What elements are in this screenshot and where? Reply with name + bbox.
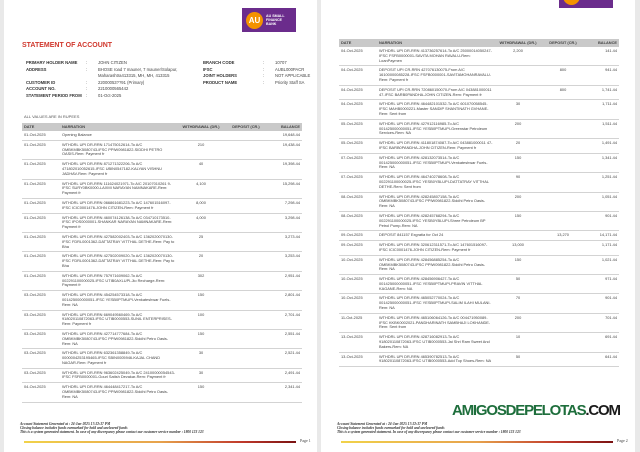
deposit-cell — [224, 131, 268, 140]
info-label: CUSTOMER ID — [26, 79, 56, 85]
info-separator: : — [86, 92, 88, 98]
narration-cell: WTHDRL UPI DR-RRN 427502009020-To A/C 1362020070130-IFSC FDRL0001362-DATTATRAY VITTHAL DETHE-Rem: Pay to Bha — [60, 252, 178, 271]
table-header-row — [22, 123, 302, 131]
balance-cell: 1,251.44 — [585, 173, 619, 192]
date-cell: 01-Oct-2025 — [22, 160, 60, 179]
watermark — [452, 402, 620, 419]
deposit-cell — [541, 173, 585, 192]
info-label: PRODUCT NAME — [203, 79, 238, 85]
narration-cell: WTHDRL UPI DR-RRN 428716082913-To A/C 918020110872063-IFSC UTIB0000553-Jai Shri Ram Sweet And Bakers-Rem: NA — [377, 333, 495, 352]
date-cell: 01-Oct-2025 — [22, 271, 60, 290]
table-row — [339, 313, 619, 332]
narration-cell: WTHDRL UPI DR-RRN 632361358849-To A/C 0000004253195465-IFSC SBIN0005946-KAJAL CHAND NAGAR-Rem: Payment fr — [60, 349, 178, 368]
info-value: Priority Staff SA — [275, 79, 305, 85]
closing-note: Closing balance includes funds earmarked for hold and uncleared funds — [337, 426, 445, 431]
date-cell: 04-Oct-2025 — [339, 85, 377, 100]
au-logo-icon — [563, 0, 580, 5]
info-separator: : — [263, 60, 265, 65]
deposit-cell — [541, 100, 585, 119]
info-separator: : — [263, 73, 265, 79]
date-cell: 04-Oct-2025 — [339, 66, 377, 85]
date-cell: 13-Oct-2025 — [339, 352, 377, 367]
date-cell: 09-Oct-2025 — [339, 231, 377, 241]
info-row — [203, 67, 317, 74]
deposit-cell — [541, 333, 585, 352]
balance-cell: 2,551.44 — [268, 329, 302, 348]
balance-cell: 15,298.44 — [268, 179, 302, 198]
table-row — [22, 140, 302, 159]
withdrawal-cell: 13,000 — [495, 241, 541, 256]
balance-cell: 2,801.44 — [268, 291, 302, 310]
withdrawal-cell: 90 — [495, 173, 541, 192]
transactions-table-page-2 — [339, 39, 619, 367]
table-row — [22, 368, 302, 383]
date-cell: 10-Oct-2025 — [339, 275, 377, 294]
table-row — [22, 349, 302, 368]
table-row — [22, 291, 302, 310]
date-cell: 03-Oct-2025 — [22, 291, 60, 310]
balance-cell: 1,741.44 — [585, 85, 619, 100]
deposit-cell — [224, 368, 268, 383]
table-row — [339, 66, 619, 85]
column-header: DATE — [22, 123, 60, 131]
withdrawal-cell: 20 — [178, 252, 224, 271]
statement-page-2 — [321, 0, 635, 452]
system-note: This is a system generated statement. In case of any discrepancy please contact our customer service number : 1800 123 123 — [337, 430, 521, 435]
bank-logo — [559, 0, 613, 8]
au-logo-icon: AU — [246, 12, 263, 29]
withdrawal-cell: 200 — [495, 192, 541, 211]
table-header-row — [339, 39, 619, 47]
narration-cell: WTHDRL UPI DR-RRN 111624021971-To A/C 20107010261 9-IFSC SURY0BK0000-LAXMI NARAYAN NAMNAKARE-Rem: Payment fr — [60, 179, 178, 198]
info-separator: : — [263, 66, 265, 72]
column-header: WITHDRAWAL (DR.) — [178, 123, 224, 131]
deposit-cell — [541, 255, 585, 274]
info-value: BHOSE road 7 mauner, 7 mauner/Solapur, Maharashtra413315, MH, MH, 413315 — [98, 66, 178, 79]
info-label: ACCOUNT NO. — [26, 86, 56, 92]
balance-cell: 641.44 — [585, 352, 619, 367]
narration-cell: WTHDRL UPI DR-RRN 454254573318-To A/C 001425000000051-IFSC YESB0PTMUPI-Venkateshwar Fuels-Rem: NA — [60, 291, 178, 310]
narration-cell: DEPOSIT UPI CR-RRN 720860150070-From A/C 043881000011 47-IFSC BARB0PANDHA-JOHN CITIZEN-Rem: Payment fr — [377, 85, 495, 100]
withdrawal-cell: 200 — [495, 313, 541, 332]
watermark-tld: .COM — [585, 402, 620, 419]
info-label: STATEMENT PERIOD FROM — [26, 92, 82, 98]
table-row — [22, 329, 302, 348]
deposit-cell — [224, 291, 268, 310]
table-row — [22, 198, 302, 213]
date-cell: 07-Oct-2025 — [339, 173, 377, 192]
table-row — [339, 153, 619, 172]
info-label: PRIMARY HOLDER NAME — [26, 60, 78, 65]
narration-cell: WTHDRL UPI DR-RRN 411801874087-To A/C 043881000011 47-IFSC BARB0PANDHA-JOHN CITIZEN-Rem: Payment fr — [377, 139, 495, 154]
deposit-cell — [541, 139, 585, 154]
date-cell: 01-Oct-2025 — [22, 131, 60, 140]
balance-cell: 14,171.44 — [585, 231, 619, 241]
withdrawal-cell: 150 — [178, 329, 224, 348]
date-cell: 07-Oct-2025 — [339, 153, 377, 172]
date-cell: 10-Oct-2025 — [339, 255, 377, 274]
info-label: BRANCH CODE — [203, 60, 235, 65]
date-cell: 03-Oct-2025 — [22, 329, 60, 348]
currency-note: ALL VALUES ARE IN RUPEES — [24, 114, 80, 119]
withdrawal-cell: 40 — [178, 160, 224, 179]
withdrawal-cell — [495, 231, 541, 241]
withdrawal-cell: 25 — [178, 232, 224, 251]
table-row — [339, 352, 619, 367]
info-separator: : — [86, 86, 88, 92]
closing-note: Closing balance includes funds earmarked for hold and uncleared funds — [20, 426, 128, 431]
deposit-cell — [224, 232, 268, 251]
table-row — [339, 173, 619, 192]
column-header: DEPOSIT (CR.) — [541, 39, 585, 47]
narration-cell: WTHDRL UPI DR-RRN 757971609062-To A/C 002291100000025-IFSC UTIB0AXLUPI-Jio Recharge-Rem: Payment fr — [60, 271, 178, 290]
date-cell: 01-Oct-2025 — [22, 198, 60, 213]
table-row — [339, 294, 619, 313]
info-value: JOHN CITIZEN — [98, 60, 127, 65]
deposit-cell — [541, 211, 585, 230]
date-cell: 01-Oct-2025 — [22, 140, 60, 159]
info-label: IFSC — [203, 66, 213, 72]
table-row — [22, 213, 302, 232]
deposit-cell — [541, 47, 585, 66]
system-note: This is a system generated statement. In case of any discrepancy please contact our customer service number : 1800 123 123 — [20, 430, 204, 435]
table-row — [339, 192, 619, 211]
info-row — [26, 86, 193, 93]
deposit-cell — [541, 275, 585, 294]
deposit-cell: 800 — [541, 66, 585, 85]
narration-cell: WTHDRL UPI DR-RRN 963602425049-To A/C 24100000054543-IFSC FSFB0000001-Gouri Satish Devakar-Rem: Payment fr — [60, 368, 178, 383]
narration-cell: WTHDRL UPI DR-RRN 171475012614-To A/C OMBKMBK5080743-IFSC PPIW0981822-SIDDHI PETRO OASIS-Rem: Payment fr — [60, 140, 178, 159]
deposit-cell: 13,270 — [541, 231, 585, 241]
date-cell: 10-Oct-2025 — [339, 294, 377, 313]
narration-cell: WTHDRL UPI DR-RRN 460074126138-To A/C 034710173510-IFSC IPOS0000001-SHANKAR NARAYAN NAMNAKARE-Rem: Payment fr — [60, 213, 178, 232]
date-cell: 01-Oct-2025 — [22, 213, 60, 232]
table-row — [22, 179, 302, 198]
deposit-cell — [541, 241, 585, 256]
narration-cell: WTHDRL UPI DR-RRN 427714777684-To A/C OMBKMBK5080743-IFSC PPIW0981822-Siddhi Petro Oasis-Rem: NA — [60, 329, 178, 348]
narration-cell: WTHDRL UPI DR-RRN 428132073514-To A/C 001425000000051-IFSC YESB0PTMUPI-Venkateshwar Fuels-Rem: NA — [377, 153, 495, 172]
withdrawal-cell: 30 — [495, 100, 541, 119]
withdrawal-cell: 4,100 — [178, 179, 224, 198]
deposit-cell — [224, 140, 268, 159]
date-cell: 01-Oct-2025 — [22, 232, 60, 251]
balance-cell: 19,438.44 — [268, 140, 302, 159]
date-cell: 09-Oct-2025 — [339, 241, 377, 256]
column-header: NARRATION — [60, 123, 178, 131]
balance-cell: 971.44 — [585, 275, 619, 294]
balance-cell: 3,253.44 — [268, 252, 302, 271]
withdrawal-cell: 210 — [178, 140, 224, 159]
table-row — [22, 383, 302, 402]
narration-cell: DEPOSIT 841157 Exgratia for Oct 24 — [377, 231, 495, 241]
table-row — [339, 275, 619, 294]
withdrawal-cell: 2,200 — [495, 47, 541, 66]
column-header: DEPOSIT (CR.) — [224, 123, 268, 131]
narration-cell: DEPOSIT UPI CR-RRN 427076130075-From A/C 16100000085228-IFSC FSFB0000001-SAVITAMOHANRAVALU-Rem: Payment fr — [377, 66, 495, 85]
withdrawal-cell: 8,000 — [178, 198, 224, 213]
bank-logo-text: AU SMALL FINANCE BANK — [266, 14, 285, 26]
withdrawal-cell — [495, 66, 541, 85]
balance-cell: 2,951.44 — [268, 271, 302, 290]
deposit-cell — [224, 213, 268, 232]
narration-cell: WTHDRL UPI DR-RRN 427582002403-To A/C 1362020070130-IFSC FDRL0001362-DATTATRAY VITTHAL DETHE-Rem: Pay to Bha — [60, 232, 178, 251]
balance-cell: 1,341.44 — [585, 153, 619, 172]
narration-cell: WTHDRL UPI DR-RRN 669049560469-To A/C 918020110872063-IFSC UTIB0000553-SUNIL ENTERPRISES-Rem: Payment fr — [60, 310, 178, 329]
table-row — [339, 139, 619, 154]
info-value: 2210000565442 — [98, 86, 129, 92]
deposit-cell — [224, 179, 268, 198]
table-row — [339, 333, 619, 352]
withdrawal-cell: 302 — [178, 271, 224, 290]
balance-cell: 691.44 — [585, 333, 619, 352]
info-row — [26, 60, 193, 67]
date-cell: 13-Oct-2025 — [339, 333, 377, 352]
table-row — [22, 160, 302, 179]
info-label: JOINT HOLDERS — [203, 73, 237, 79]
date-cell: 04-Oct-2025 — [339, 100, 377, 119]
deposit-cell: 800 — [541, 85, 585, 100]
balance-cell: 1,051.44 — [585, 192, 619, 211]
info-separator: : — [86, 79, 88, 85]
info-value: NOT APPLICABLE — [275, 73, 311, 79]
bank-logo — [242, 8, 296, 32]
deposit-cell — [224, 198, 268, 213]
deposit-cell — [541, 352, 585, 367]
table-row — [22, 271, 302, 290]
deposit-cell — [224, 310, 268, 329]
table-row — [339, 85, 619, 100]
date-cell: 04-Oct-2025 — [22, 383, 60, 402]
deposit-cell — [224, 329, 268, 348]
info-separator: : — [86, 60, 88, 65]
table-row — [22, 131, 302, 140]
statement-footer — [20, 422, 204, 435]
info-value: 01-Oct-2025 — [98, 92, 122, 98]
column-header: WITHDRAWAL (DR.) — [495, 39, 541, 47]
info-row — [203, 60, 317, 67]
info-value: AUBL000PACR — [275, 66, 305, 72]
narration-cell: WTHDRL UPI DR-RRN 464448417217-To A/C OMBKMBK5080743-IFSC PPIW0981822-Siddhi Petro Oasis-Rem: NA — [60, 383, 178, 402]
deposit-cell — [224, 271, 268, 290]
date-cell: 03-Oct-2025 — [22, 310, 60, 329]
deposit-cell — [224, 160, 268, 179]
narration-cell: WTHDRL UPI DR-RRN 465390782513-To A/C 918020110872063-IFSC UTIB0000553-Add Top Shoes-Rem: NA — [377, 352, 495, 367]
withdrawal-cell: 150 — [495, 153, 541, 172]
date-cell: 05-Oct-2025 — [339, 139, 377, 154]
narration-cell: WTHDRL UPI DR-RRN 413736257614-To A/C 25000014050247-IFSC FSFB0000001-SAVITA MOHAN RAVALU-Rem: LoanPaymen — [377, 47, 495, 66]
column-header: DATE — [339, 39, 377, 47]
generated-at: Account Statement Generated at : 24-Jan-2025 17:22:37 PM — [337, 422, 428, 426]
narration-cell: WTHDRL UPI DR-RRN 428456885254-To A/C OMBKMBK5080743-IFSC PPIW0981822-Siddhi Petro Oasis-Rem: NA — [377, 255, 495, 274]
deposit-cell — [541, 313, 585, 332]
date-cell: 04-Oct-2025 — [339, 47, 377, 66]
statement-title: STATEMENT OF ACCOUNT — [22, 42, 113, 49]
narration-cell: WTHDRL UPI DR-RRN 428245768294-To A/C 002291100000025-IFSC YESB0YBLUPI-Shree Petroleum BP Petrol Pump-Rem: NA — [377, 211, 495, 230]
balance-cell: 1,171.44 — [585, 241, 619, 256]
balance-cell: 7,298.44 — [268, 198, 302, 213]
deposit-cell — [224, 252, 268, 271]
page-number: Page 1 — [300, 438, 311, 443]
balance-cell: 3,273.44 — [268, 232, 302, 251]
balance-cell: 2,521.44 — [268, 349, 302, 368]
narration-cell: WTHDRL UPI DR-RRN 320612311571-To A/C 147601516097-IFSC ICIC0001476-JOHN CITIZEN-Rem: Payment fr — [377, 241, 495, 256]
withdrawal-cell: 150 — [178, 383, 224, 402]
info-label: ADDRESS — [26, 66, 47, 72]
withdrawal-cell: 50 — [495, 352, 541, 367]
account-info-left — [26, 60, 193, 100]
balance-cell: 701.44 — [585, 313, 619, 332]
table-row — [339, 241, 619, 256]
table-row — [339, 231, 619, 241]
narration-cell: WTHDRL UPI DR-RRN 465106064126-To A/C 004471950089-IFSC KKBK0002021-PANDHARINATH SAMBHAJI LOKHANDE-Rem: Sent from — [377, 313, 495, 332]
withdrawal-cell: 4,000 — [178, 213, 224, 232]
date-cell: 08-Oct-2025 — [339, 211, 377, 230]
date-cell: 03-Oct-2025 — [22, 368, 60, 383]
withdrawal-cell: 20 — [495, 139, 541, 154]
info-value: 22000053??91 (Primary) — [98, 79, 145, 85]
date-cell: 08-Oct-2025 — [339, 192, 377, 211]
table-row — [339, 119, 619, 138]
table-row — [22, 310, 302, 329]
date-cell: 11-Oct-2025 — [339, 313, 377, 332]
narration-cell: WTHDRL UPI DR-RRN 871271322206-To A/C 471802010052615-IFSC UBIN0547182-KALYAN VISHNU JADHAV-Rem: Payment fr — [60, 160, 178, 179]
deposit-cell — [541, 192, 585, 211]
info-row — [203, 73, 317, 80]
balance-cell: 1,511.44 — [585, 119, 619, 138]
deposit-cell — [224, 383, 268, 402]
balance-cell: 3,298.44 — [268, 213, 302, 232]
table-row — [339, 255, 619, 274]
narration-cell: WTHDRL UPI DR-RRN 066861681223-To A/C 147601516097-IFSC ICIC0001476-JOHN CITIZEN-Rem: Payment fr — [60, 198, 178, 213]
withdrawal-cell: 150 — [495, 255, 541, 274]
column-header: NARRATION — [377, 39, 495, 47]
info-separator: : — [263, 79, 265, 85]
statement-page-1 — [4, 0, 317, 452]
balance-cell: 1,021.44 — [585, 255, 619, 274]
statement-footer — [337, 422, 521, 435]
date-cell: 01-Oct-2025 — [22, 252, 60, 271]
deposit-cell — [541, 294, 585, 313]
column-header: BALANCE — [585, 39, 619, 47]
narration-cell: WTHDRL UPI DR-RRN 428245807158-To A/C OMBKMBK5080743-IFSC PPIW0981822-Siddhi Petro Oasis-Rem: NA — [377, 192, 495, 211]
narration-cell: WTHDRL UPI DR-RRN 464482101532-To A/C 601070058545-IFSC MAHB0000221-Master SANDIP SHANTINATH GVHANE-Rem: Sent from — [377, 100, 495, 119]
narration-cell: WTHDRL UPI DR-RRN 427912116985-To A/C 001425000000051-IFSC YESB0PTMUPI-Greenstar Petroleum Services-Rem: NA — [377, 119, 495, 138]
info-row — [26, 93, 193, 100]
deposit-cell — [541, 153, 585, 172]
date-cell: 01-Oct-2025 — [22, 179, 60, 198]
date-cell: 03-Oct-2025 — [22, 349, 60, 368]
withdrawal-cell: 200 — [495, 119, 541, 138]
page-number: Page 2 — [617, 438, 628, 443]
table-row — [339, 100, 619, 119]
balance-cell: 901.44 — [585, 211, 619, 230]
withdrawal-cell — [178, 131, 224, 140]
info-value: 10707 — [275, 60, 287, 65]
narration-cell: WTHDRL UPI DR-RRN 428456906427-To A/C 001425000000051-IFSC YESB0PTMUPI-PRAVIN VITTHAL KAGANE-Rem: NA — [377, 275, 495, 294]
footer-gradient-bar — [24, 441, 296, 443]
withdrawal-cell: 30 — [178, 368, 224, 383]
deposit-cell — [541, 119, 585, 138]
balance-cell: 19,648.44 — [268, 131, 302, 140]
footer-gradient-bar — [341, 441, 613, 443]
narration-cell: WTHDRL UPI DR-RRN 465052770024-To A/C 001425000000051-IFSC YESB0PTMUPI-SALIM ILAHI MULANI-Rem: NA — [377, 294, 495, 313]
generated-at: Account Statement Generated at : 24-Jan-2025 17:22:37 PM — [20, 422, 111, 426]
watermark-main: AMIGOSDEPELOTAS — [452, 402, 586, 419]
balance-cell: 19,398.44 — [268, 160, 302, 179]
column-header: BALANCE — [268, 123, 302, 131]
deposit-cell — [224, 349, 268, 368]
withdrawal-cell — [495, 85, 541, 100]
balance-cell: 2,341.44 — [268, 383, 302, 402]
table-row — [339, 211, 619, 230]
info-row — [203, 80, 317, 87]
balance-cell: 901.44 — [585, 294, 619, 313]
balance-cell: 2,701.44 — [268, 310, 302, 329]
balance-cell: 2,491.44 — [268, 368, 302, 383]
withdrawal-cell: 150 — [178, 291, 224, 310]
balance-cell: 1,711.44 — [585, 100, 619, 119]
balance-cell: 141.44 — [585, 47, 619, 66]
withdrawal-cell: 50 — [495, 275, 541, 294]
withdrawal-cell: 70 — [495, 294, 541, 313]
table-row — [22, 232, 302, 251]
info-separator: : — [86, 66, 88, 72]
withdrawal-cell: 100 — [178, 310, 224, 329]
withdrawal-cell: 10 — [495, 333, 541, 352]
table-row — [22, 252, 302, 271]
narration-cell: Opening Balance — [60, 131, 178, 140]
withdrawal-cell: 150 — [495, 211, 541, 230]
date-cell: 05-Oct-2025 — [339, 119, 377, 138]
withdrawal-cell: 30 — [178, 349, 224, 368]
balance-cell: 1,491.44 — [585, 139, 619, 154]
info-row — [26, 67, 193, 80]
table-row — [339, 47, 619, 66]
info-row — [26, 80, 193, 87]
account-info-right — [203, 60, 317, 86]
narration-cell: WTHDRL UPI DR-RRN 464740278608-To A/C 002291100000025-IFSC YESB0YBLUPI-DATTATRAY VITTHAL DETHE-Rem: Sent from — [377, 173, 495, 192]
balance-cell: 941.44 — [585, 66, 619, 85]
transactions-table-page-1 — [22, 123, 302, 403]
